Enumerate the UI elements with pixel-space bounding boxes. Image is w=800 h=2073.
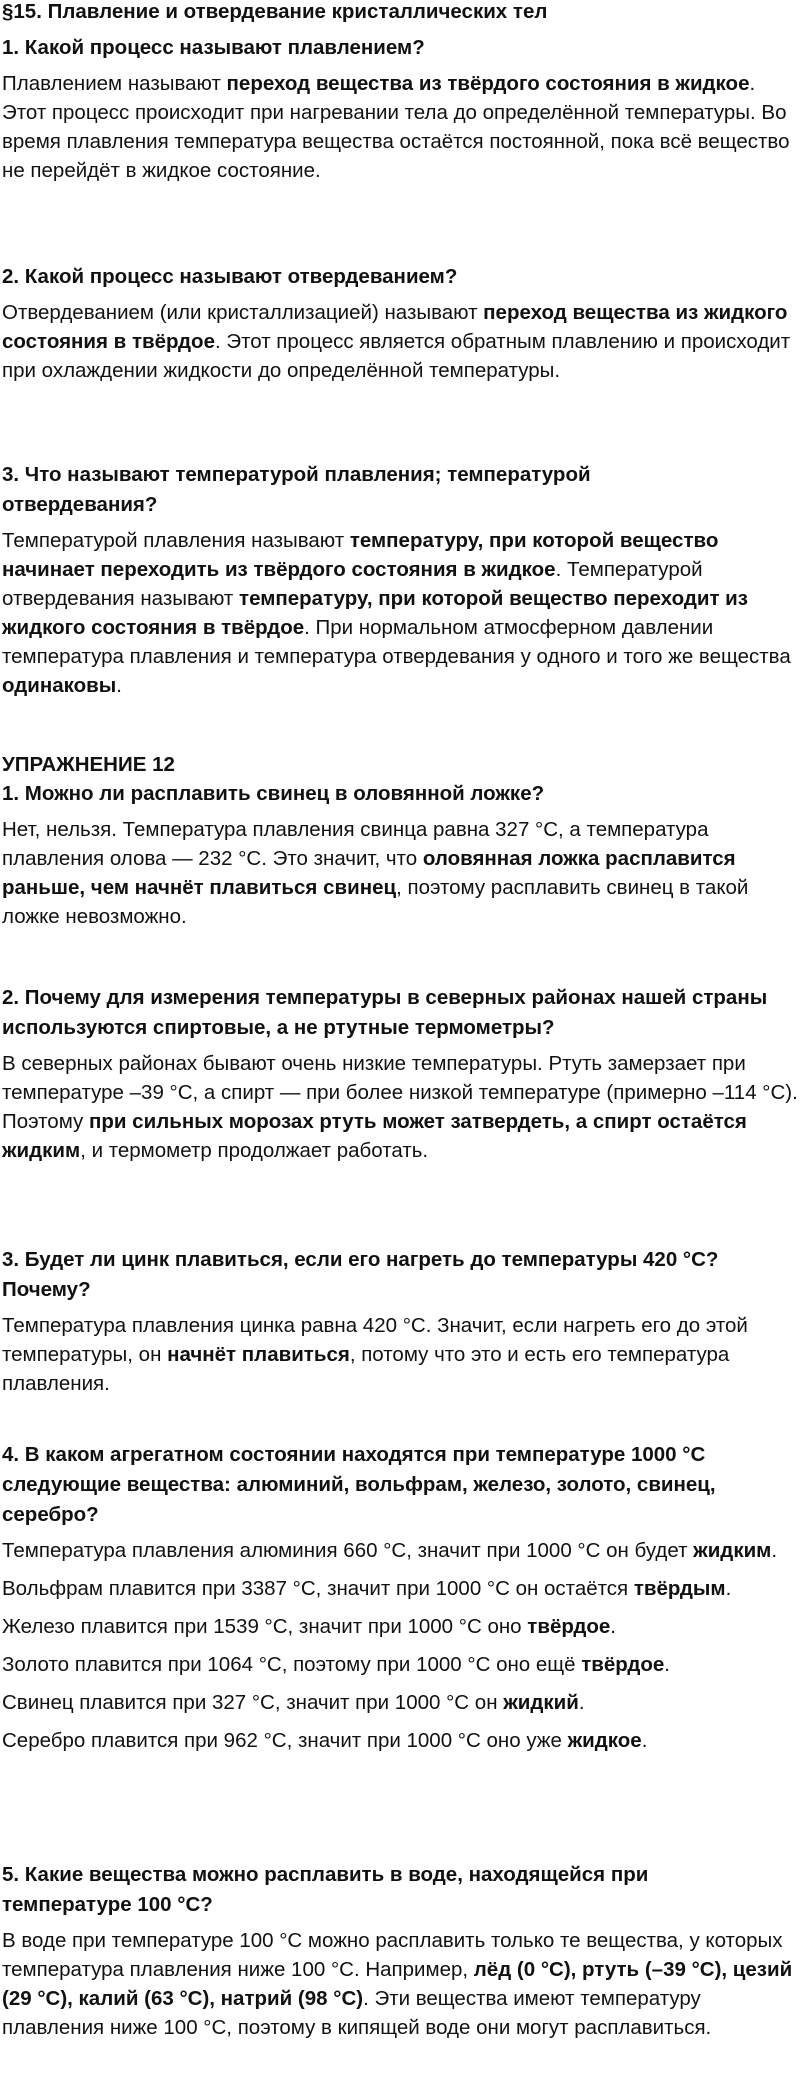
text-run: . [725,1577,732,1600]
text-run: В воде при температуре 100 °С можно расплавить только те вещества, у которых температура плавления ниже 100 °С. Например, [2,1929,783,1981]
text-run: Серебро плавится при 962 °С, значит при 1000 °С оно уже [2,1729,568,1752]
emphasis-text: переход вещества из жидкого состояния в твёрдое [2,301,788,353]
text-run: . Этот процесс является обратным плавлению и происходит при охлаждении жидкости до определённой температуры. [2,330,791,382]
question-heading: 1. Можно ли расплавить свинец в оловянной ложке? [2,782,545,805]
exercise-item-3 [2,1245,798,1398]
answer-paragraph [2,1688,798,1717]
answer-text [2,1926,798,2042]
text-run: Золото плавится при 1064 °С, поэтому при 1000 °С оно ещё [2,1653,582,1676]
text-run: . [578,1691,585,1714]
exercise-section [2,753,798,777]
answer-text [2,1049,798,1165]
question-heading: 4. В каком агрегатном состоянии находятся при температуре 1000 °С следующие вещества: алюминий, вольфрам, железо, золото, свинец, серебро? [2,1443,716,1526]
text-run: . Температурой отвердевания называют [2,558,703,610]
answer-paragraph [2,1536,798,1565]
text-run: . Эти вещества имеют температуру плавления ниже 100 °С, поэтому в кипящей воде они могут расплавиться. [2,1987,712,2039]
question-block-3 [2,460,798,700]
emphasis-text: при сильных морозах ртуть может затвердеть, а спирт остаётся жидким [2,1110,747,1162]
text-run: Отвердеванием (или кристаллизацией) называют [2,301,484,324]
answer-text [2,1311,798,1398]
emphasis-text: начнёт плавиться [167,1343,350,1366]
emphasis-text: лёд (0 °С), ртуть (–39 °С), цезий (29 °С), калий (63 °С), натрий (98 °С) [2,1958,793,2010]
emphasis-text: твёрдым [633,1577,726,1600]
text-run: . Этот процесс происходит при нагревании тела до определённой температуры. Во время плавления температура вещества остаётся постоянной, пока всё вещество не перейдёт в жидкое состояние. [2,72,790,182]
text-run: . [771,1539,778,1562]
answer-paragraphs [2,1536,798,1755]
emphasis-text: температуру, при которой вещество переходит из жидкого состояния в твёрдое [2,587,748,639]
text-run: . [116,674,122,697]
text-run: , и термометр продолжает работать. [80,1139,429,1162]
question-heading: 3. Что называют температурой плавления; температурой отвердевания? [2,463,591,516]
question-heading: 1. Какой процесс называют плавлением? [2,36,425,59]
text-run: . [641,1729,648,1752]
answer-text [2,298,798,385]
answer-paragraph [2,1612,798,1641]
exercise-item-5 [2,1860,798,2042]
answer-text [2,69,798,185]
exercise-heading: УПРАЖНЕНИЕ 12 [2,753,175,776]
answer-paragraph [2,1726,798,1755]
emphasis-text: жидкий [503,1691,579,1714]
emphasis-text: оловянная ложка расплавится раньше, чем начнёт плавиться свинец [2,847,736,899]
text-run: В северных районах бывают очень низкие температуры. Ртуть замерзает при температуре –39 °С, а спирт — при более низкой температуре (примерно –114 °С). Поэтому [2,1052,798,1133]
text-run: . [664,1653,670,1676]
question-heading: 5. Какие вещества можно расплавить в воде, находящейся при температуре 100 °С? [2,1863,649,1916]
text-run: Свинец плавится при 327 °С, значит при 1000 °С он [2,1691,504,1714]
emphasis-text: твёрдое [527,1615,611,1638]
text-run: Плавлением называют [2,72,227,95]
emphasis-text: жидкое [567,1729,642,1752]
emphasis-text: твёрдое [581,1653,665,1676]
text-run: , поэтому расплавить свинец в такой ложке невозможно. [2,876,749,928]
text-run: Нет, нельзя. Температура плавления свинца равна 327 °С, а температура плавления олова — 232 °С. Это значит, что [2,818,709,870]
text-run: Температурой плавления называют [2,529,350,552]
emphasis-text: жидким [693,1539,772,1562]
text-run: . При нормальном атмосферном давлении температура плавления и температура отвердевания у одного и того же вещества [2,616,791,668]
answer-paragraph [2,1650,798,1679]
text-run: Вольфрам плавится при 3387 °С, значит при 1000 °С он остаётся [2,1577,634,1600]
emphasis-text: переход вещества из твёрдого состояния в жидкое [226,72,750,95]
text-run: . [610,1615,616,1638]
text-run: , потому что это и есть его температура плавления. [2,1343,730,1395]
exercise-item-4 [2,1440,798,1764]
question-block-2 [2,262,798,385]
answer-text [2,526,798,700]
exercise-item-1 [2,779,798,931]
exercise-item-2 [2,983,798,1165]
emphasis-text: одинаковы [2,674,117,697]
question-heading: 2. Какой процесс называют отвердеванием? [2,265,458,288]
answer-text [2,815,798,931]
question-heading: 3. Будет ли цинк плавиться, если его нагреть до температуры 420 °С? Почему? [2,1248,719,1301]
page-title: §15. Плавление и отвердевание кристаллических тел [2,0,548,23]
answer-paragraph [2,1574,798,1603]
text-run: Температура плавления цинка равна 420 °С. Значит, если нагреть его до этой температуры, он [2,1314,748,1366]
emphasis-text: температуру, при которой вещество начинает переходить из твёрдого состояния в жидкое [2,529,719,581]
question-block-1 [2,33,798,185]
question-heading: 2. Почему для измерения температуры в северных районах нашей страны используются спиртовые, а не ртутные термометры? [2,986,768,1039]
text-run: Температура плавления алюминия 660 °С, значит при 1000 °С он будет [2,1539,694,1562]
text-run: Железо плавится при 1539 °С, значит при 1000 °С оно [2,1615,528,1638]
